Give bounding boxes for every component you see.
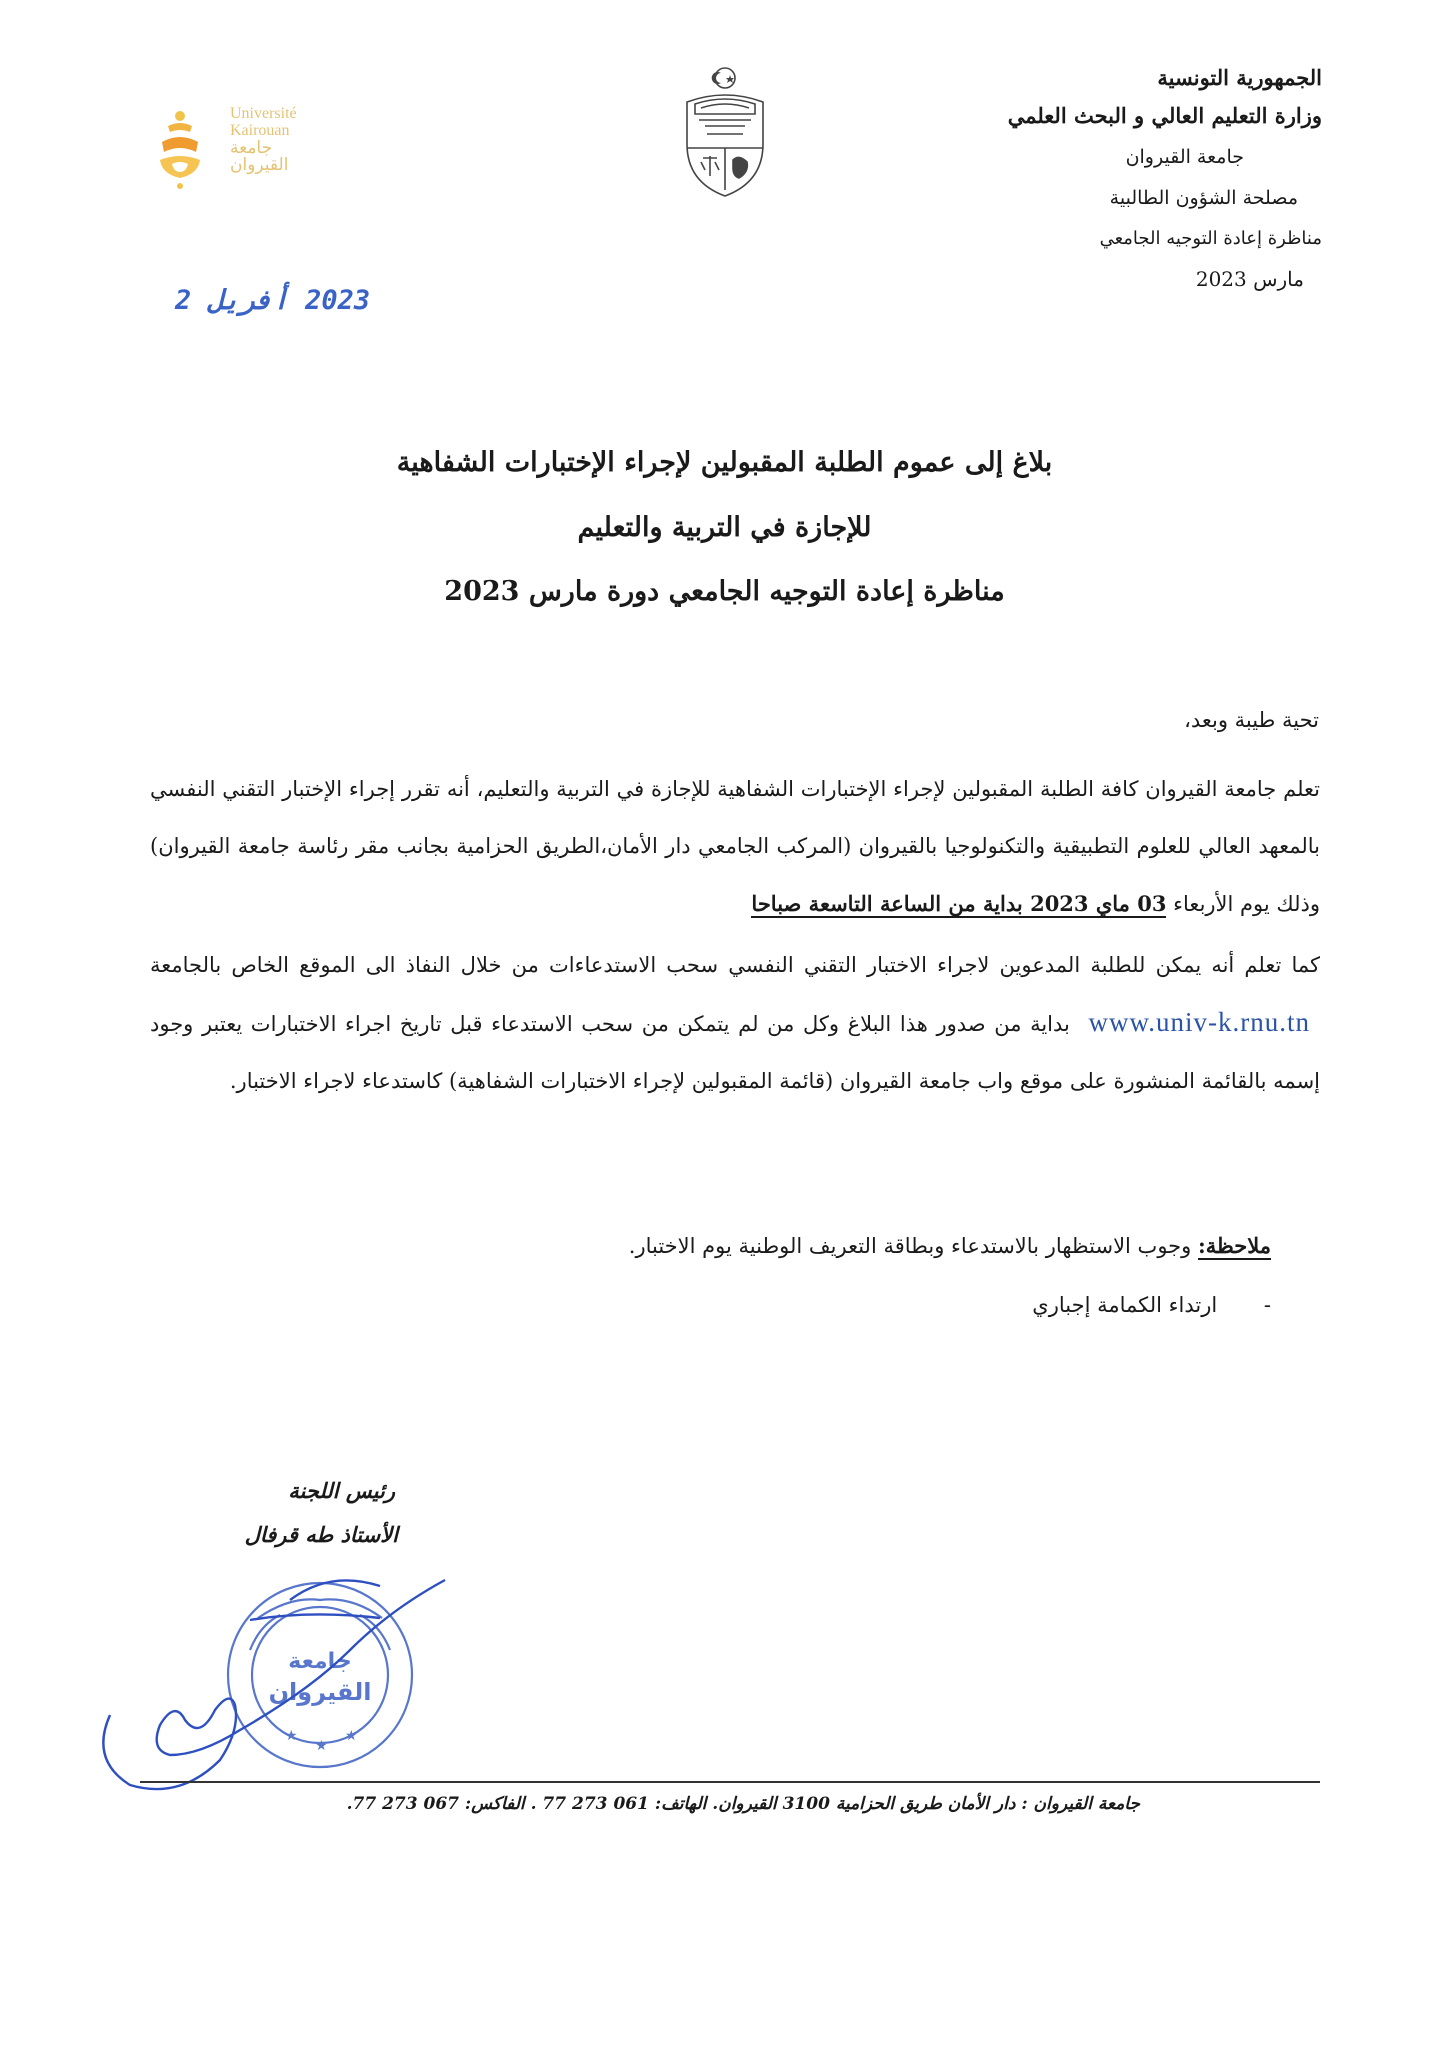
university-website-link[interactable]: www.univ-k.rnu.tn: [1088, 1007, 1310, 1037]
university-name: جامعة القيروان: [1125, 146, 1244, 168]
received-date-stamp: 2023 أفريل 2: [175, 285, 371, 316]
university-seal-stamp-icon: [90, 1500, 450, 1820]
department-name: مصلحة الشؤون الطالبية: [1109, 187, 1298, 209]
paragraph-convocation: كما تعلم أنه يمكن للطلبة المدعوين لاجراء الاختبار التقني النفسي سحب الاستدعاءات من خلال النفاذ الى الموقع الخاص بالجامعة www.univ-k.rnu.tn بداية من صدور هذا البلاغ وكل من لم يتمكن من سحب الاستدعاء قبل تاريخ اجراء الاختبارات يعتبر وجود إسمه بالقائمة المنشورة على موقع واب جامعة القيروان (قائمة المقبولين لإجراء الاختبارات الشفاهية) كاستدعاء لاجراء الاختبار.: [150, 953, 1320, 1093]
signatory-title: رئيس اللجنة: [288, 1478, 395, 1503]
title-line-2: للإجازة في التربية والتعليم: [577, 512, 872, 543]
signatory-name: الأستاذ طه قرفال: [244, 1522, 398, 1547]
title-line-1: بلاغ إلى عموم الطلبة المقبولين لإجراء الإختبارات الشفاهية: [396, 447, 1053, 478]
seal-line-2: القيروان: [268, 1678, 372, 1706]
document-date: مارس 2023: [1195, 267, 1304, 291]
bullet-dash: -: [1263, 1293, 1271, 1317]
university-logo-text: Université Kairouan جامعة القيروان: [230, 105, 297, 174]
note-label: ملاحظة:: [1198, 1233, 1271, 1258]
greeting: تحية طيبة وبعد،: [1184, 708, 1319, 732]
svg-text:★: ★: [285, 1728, 298, 1744]
svg-text:★: ★: [315, 1738, 328, 1754]
paragraph-exam-announcement: تعلم جامعة القيروان كافة الطلبة المقبولين لإجراء الإختبارات الشفاهية للإجازة في التربية والتعليم، أنه تقرر إجراء الإختبار التقني النفسي بالمعهد العالي للعلوم التطبيقية والتكنولوجيا بالقيروان (المركب الجامعي دار الأمان،الطريق الحزامية بجانب مقر رئاسة جامعة القيروان) وذلك يوم الأربعاء 03 ماي 2023 بداية من الساعة التاسعة صباحا: [150, 777, 1320, 916]
svg-text:★: ★: [345, 1728, 358, 1744]
program-name: مناظرة إعادة التوجيه الجامعي: [1099, 228, 1322, 249]
seal-line-1: جامعة: [288, 1649, 352, 1674]
ministry-name: وزارة التعليم العالي و البحث العلمي: [1007, 103, 1322, 128]
tunisia-coat-of-arms-icon: [677, 64, 773, 204]
republic-name: الجمهورية التونسية: [1157, 65, 1322, 90]
footer-divider: [140, 1781, 1320, 1783]
footer-contact: جامعة القيروان : دار الأمان طريق الحزامية 3100 القيروان. الهاتف: 061 273 77 . الفاكس: 067 273 77.: [346, 1794, 1140, 1814]
note-mask-requirement: - ارتداء الكمامة إجباري: [1032, 1293, 1271, 1317]
exam-date-time: 03 ماي 2023 بداية من الساعة التاسعة صباحا: [751, 891, 1167, 916]
title-line-3: مناظرة إعادة التوجيه الجامعي دورة مارس 2023: [444, 576, 1005, 607]
note-id-requirement: ملاحظة: وجوب الاستظهار بالاستدعاء وبطاقة التعريف الوطنية يوم الاختبار.: [628, 1233, 1271, 1258]
letterhead: [802, 64, 1322, 294]
